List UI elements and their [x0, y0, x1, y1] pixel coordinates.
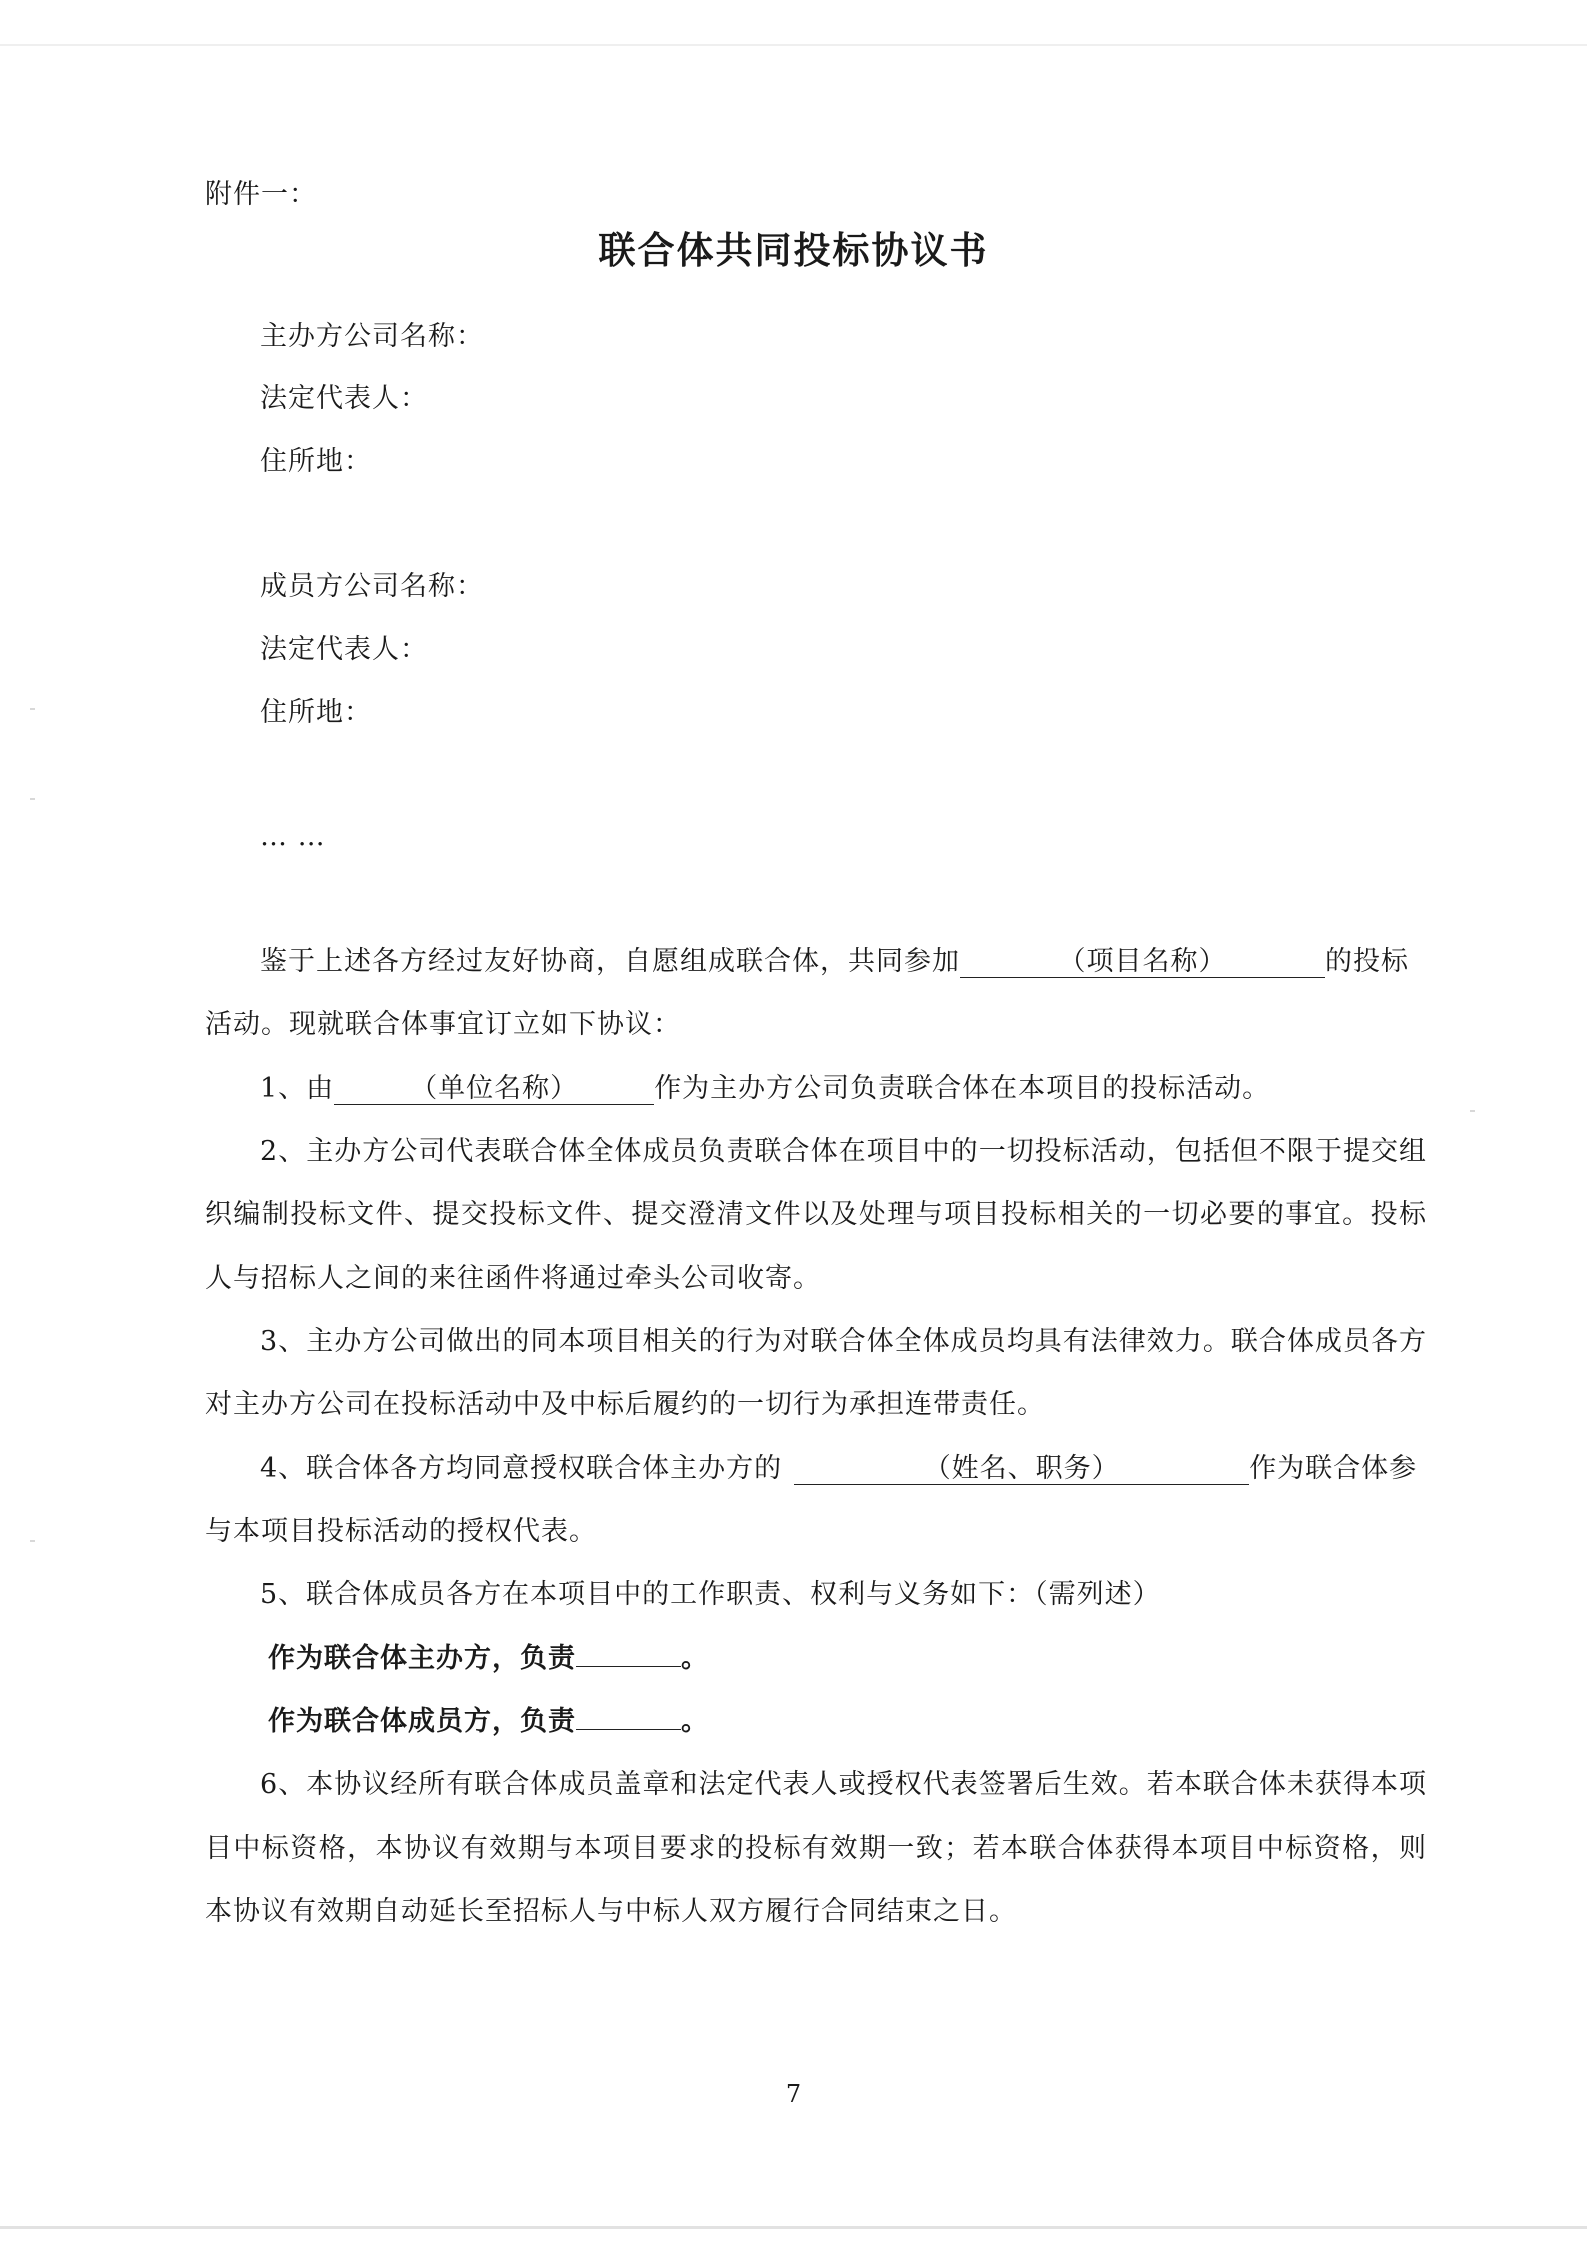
intro-line-1	[260, 945, 1409, 979]
member-duty-period: 。	[681, 1706, 709, 1737]
lead-duty-line	[268, 1642, 709, 1676]
clause-6-line-2: 目中标资格，本协议有效期与本项目要求的投标有效期一致；若本联合体获得本项目中标资格，则	[205, 1833, 1427, 1864]
clause-4-line-2: 与本项目投标活动的授权代表。	[205, 1516, 597, 1547]
clause-5-line-1: 5、联合体成员各方在本项目中的工作职责、权利与义务如下：（需列述）	[260, 1579, 1161, 1610]
clause-2-line-2: 织编制投标文件、提交投标文件、提交澄清文件以及处理与项目投标相关的一切必要的事宜。投标	[205, 1199, 1427, 1230]
clause-3-line-1: 3、主办方公司做出的同本项目相关的行为对联合体全体成员均具有法律效力。联合体成员各方	[260, 1326, 1427, 1357]
ellipsis: … …	[260, 821, 326, 852]
clause-2-line-3: 人与招标人之间的来往函件将通过牵头公司收寄。	[205, 1263, 821, 1294]
clause-1	[260, 1072, 1270, 1106]
page-number: 7	[785, 2080, 802, 2108]
lead-address-label: 住所地：	[260, 446, 372, 477]
intro-line-2: 活动。现就联合体事宜订立如下协议：	[205, 1009, 681, 1040]
lead-legal-rep-label: 法定代表人：	[260, 383, 428, 414]
clause-6-line-1: 6、本协议经所有联合体成员盖章和法定代表人或授权代表签署后生效。若本联合体未获得本项	[260, 1769, 1427, 1800]
clause-3-line-2: 对主办方公司在投标活动中及中标后履约的一切行为承担连带责任。	[205, 1389, 1045, 1420]
lead-duty-label: 作为联合体主办方，负责	[268, 1643, 576, 1674]
project-name-blank: （项目名称）	[960, 947, 1325, 978]
clause-4-after: 作为联合体参	[1249, 1453, 1418, 1484]
clause-6-line-3: 本协议有效期自动延长至招标人与中标人双方履行合同结束之日。	[205, 1896, 1017, 1927]
attachment-label: 附件一：	[205, 179, 317, 210]
member-duty-line	[268, 1705, 709, 1739]
member-address-label: 住所地：	[260, 697, 372, 728]
lead-duty-blank	[576, 1666, 681, 1667]
scan-speck	[1470, 1110, 1475, 1112]
member-duty-label: 作为联合体成员方，负责	[268, 1706, 576, 1737]
lead-company-label: 主办方公司名称：	[260, 321, 484, 352]
scan-speck	[30, 708, 35, 710]
scan-speck	[30, 798, 35, 800]
scan-speck	[30, 1540, 35, 1542]
unit-name-blank: （单位名称）	[334, 1074, 654, 1105]
document-title: 联合体共同投标协议书	[598, 229, 989, 272]
clause-1-before: 1、由	[260, 1073, 335, 1104]
intro-text-before: 鉴于上述各方经过友好协商，自愿组成联合体，共同参加	[260, 946, 960, 977]
lead-duty-period: 。	[681, 1643, 709, 1674]
scan-top-edge	[0, 44, 1587, 46]
scan-bottom-edge	[0, 2226, 1587, 2229]
member-company-label: 成员方公司名称：	[260, 571, 484, 602]
clause-4-before: 4、联合体各方均同意授权联合体主办方的	[260, 1453, 783, 1484]
clause-2-line-1: 2、主办方公司代表联合体全体成员负责联合体在项目中的一切投标活动，包括但不限于提交组	[260, 1136, 1427, 1167]
clause-4-line-1	[260, 1452, 1417, 1486]
member-legal-rep-label: 法定代表人：	[260, 634, 428, 665]
member-duty-blank	[576, 1729, 681, 1730]
name-title-blank: （姓名、职务）	[794, 1454, 1249, 1485]
clause-1-after: 作为主办方公司负责联合体在本项目的投标活动。	[654, 1073, 1271, 1104]
intro-text-after: 的投标	[1325, 946, 1409, 977]
